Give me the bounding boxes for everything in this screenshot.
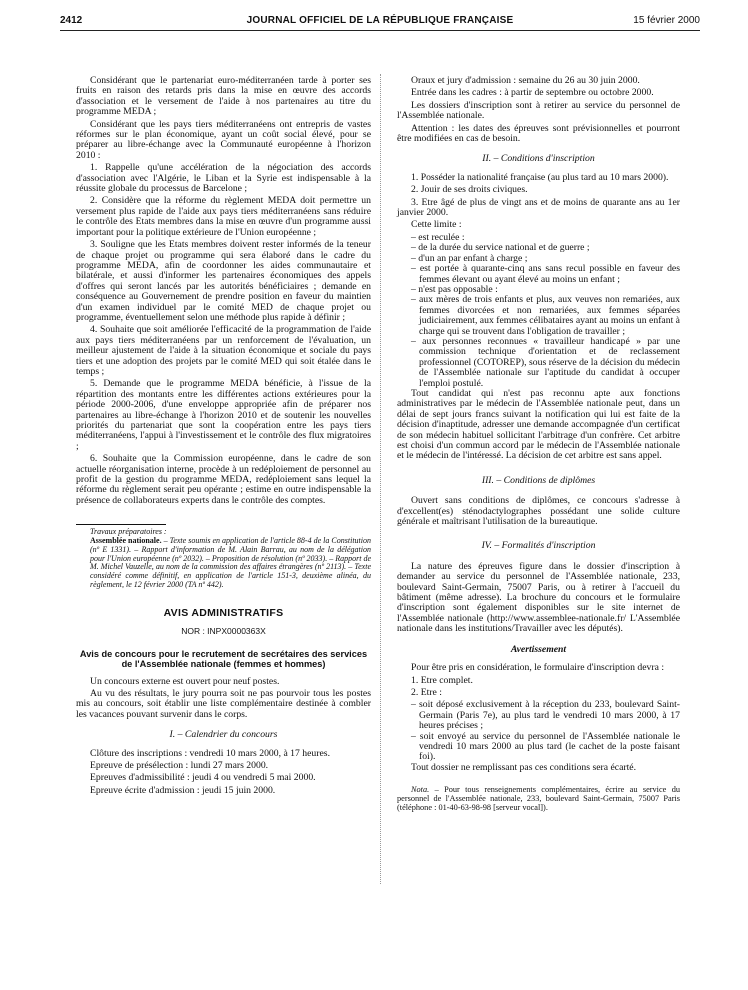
journal-title: JOURNAL OFFICIEL DE LA RÉPUBLIQUE FRANÇAISE [246, 15, 514, 26]
calendar-line: Entrée dans les cadres : à partir de septembre ou octobre 2000. [411, 87, 654, 99]
formalites-paragraph: La nature des épreuves figure dans le dossier d'inscription à demander au service du personnel de l'Assemblée nationale, 233, boulevard Saint-Germain, 75007 Paris, ou à retirer à l'accueil du bâtiment (même adresse). La brochure du concours et le formulaire d'inscription sont également disponibles sur le site internet de l'Assemblée nationale (http://www.assemblee-nationale.fr/ L'Assemblée nationale dans les institutions/Travailler avec les députés). [397, 560, 680, 635]
issue-date: 15 février 2000 [633, 15, 700, 26]
intro-paragraph-1: Considérant que le partenariat euro-méditerranéen tarde à porter ses fruits en raison des retards pris dans la mise en œuvre des accords d'association et le versement de l'aide à nos partenaires au titre du programme MEDA ; [76, 75, 371, 118]
reculee-item: – de la durée du service national et de guerre ; [411, 242, 590, 254]
avis-paragraph-2: Au vu des résultats, le jury pourra soit ne pas pourvoir tous les postes mis au concours, soit établir une liste complémentaire destinée à combler les vacances pouvant survenir dans le corps. [76, 688, 371, 720]
nota-paragraph [397, 785, 680, 812]
header-rule [60, 30, 700, 31]
section-conditions-diplomes-title: III. – Conditions de diplômes [481, 474, 596, 486]
opposable-item: – aux personnes reconnues « travailleur handicapé » par une commission technique d'orientation et de reclassement professionnel (COTOREP), sous réserve de la décision du médecin de l'Assemblée nationale sur l'aptitude du candidat à occuper l'emploi postulé. [411, 335, 680, 389]
avis-paragraph-1: Un concours externe est ouvert pour neuf postes. [90, 675, 280, 687]
left-column [76, 76, 371, 798]
section-calendrier-title: I. – Calendrier du concours [169, 729, 278, 741]
avertissement-title: Avertissement [510, 643, 567, 655]
nor-reference: NOR : INPX0000363X [181, 626, 266, 637]
condition-3: 3. Etre âgé de plus de vingt ans et de moins de quarante ans au 1er janvier 2000. [397, 196, 680, 219]
avis-administratifs-heading: AVIS ADMINISTRATIFS [163, 606, 284, 619]
calendar-line: Clôture des inscriptions : vendredi 10 mars 2000, à 17 heures. [90, 747, 330, 759]
avertissement-subitem: – soit envoyé au service du personnel de l'Assemblée nationale le vendredi 10 mars 2000 au plus tard (le cachet de la poste faisant foi). [411, 730, 680, 763]
limite-label: Cette limite : [411, 219, 462, 231]
calendar-line: Epreuves d'admissibilité : jeudi 4 ou vendredi 5 mai 2000. [90, 772, 316, 784]
travaux-assembly-label: Assemblée nationale. [90, 536, 162, 546]
resolution-point-4: 4. Souhaite que soit améliorée l'efficacité de la programmation de l'aide aux pays tiers méditerranéens par un renforcement de l'évaluation, un meilleur ajustement de l'aide à la situation économique et sociale du pays tiers et une adoption des projets par le comité MED qui soit étalée dans le temps ; [76, 324, 371, 377]
travaux-body [90, 537, 371, 590]
resolution-point-2: 2. Considère que la réforme du règlement MEDA doit permettre un versement plus rapide de l'aide aux pays tiers méditerranéens sans réduire le contrôle des Etats membres dans la mise en œuvre d'un programme aussi important pour la politique extérieure de l'Union européenne ; [76, 195, 371, 238]
travaux-title: Travaux préparatoires : [90, 527, 167, 537]
nota-text: – Pour tous renseignements complémentaires, écrire au service du personnel de l'Assemblée nationale, 233, boulevard Saint-Germain, 75007 Paris (téléphone : 01-40-63-98-98 [serveur vocal]). [397, 785, 680, 813]
section-formalites-title: IV. – Formalités d'inscription [481, 540, 596, 552]
right-column [397, 76, 680, 812]
reculee-item: – est portée à quarante-cinq ans sans recul possible en faveur des femmes élevant ou ayant élevé au moins un enfant ; [411, 263, 680, 285]
tout-candidat-paragraph: Tout candidat qui n'est pas reconnu apte aux fonctions administratives par le médecin de l'Assemblée nationale peut, dans un délai de sept jours francs suivant la notification qui lui est faite de la décision d'inaptitude, adresser une demande accompagnée d'un certificat de son médecin habituel sollicitant l'arbitrage d'un confrère. Cet arbitre est choisi d'un commun accord par le médecin de l'Assemblée nationale et le médecin de l'intéressé. La décision de cet arbitre est sans appel. [397, 387, 680, 462]
condition-2: 2. Jouir de ses droits civiques. [411, 184, 528, 196]
avertissement-intro: Pour être pris en considération, le formulaire d'inscription devra : [411, 662, 665, 674]
resolution-point-5: 5. Demande que le programme MEDA bénéficie, à l'issue de la répartition des montants entre les différentes actions extérieures pour la période 2000-2006, d'une enveloppe appropriée afin de préparer nos partenaires au libre-échange à l'horizon 2010 et de soutenir les nouvelles priorités du partenariat que sont la coopération entre les pays tiers méditerranéens, l'appui à l'investissement et le contrôle des flux migratoires ; [76, 378, 371, 452]
dossiers-paragraph: Les dossiers d'inscription sont à retirer au service du personnel de l'Assemblée nationale. [397, 99, 680, 122]
avis-title: Avis de concours pour le recrutement de secrétaires des services de l'Assemblée nationale (femmes et hommes) [79, 648, 368, 669]
resolution-point-3: 3. Souligne que les Etats membres doivent rester informés de la teneur de chaque projet ou programme qui sera élaboré dans le cadre du programme MEDA, afin de coordonner les aides communautaire et bilatérale, et aussi d'informer les partenaires économiques des appels d'offres qui seront lancés par les autorités bénéficiaires ; demande en conséquence au Gouvernement de prendre position en faveur du maintien d'un examen individuel par le comité MED de chaque projet ou programme, éventuellement selon une méthode plus rapide à définir ; [76, 239, 371, 323]
reculee-label: – est reculée : [411, 231, 465, 243]
travaux-preparatoires [76, 524, 371, 590]
resolution-point-6: 6. Souhaite que la Commission européenne, dans le cadre de son actuelle réorganisation interne, procède à un redéploiement de personnel au profit de la gestion du programme MEDA, redéploiement sans lequel la réforme du règlement serait peu opérante ; estime en outre indispensable la présence de collaborateurs experts dans le contrôle des comptes. [76, 453, 371, 506]
attention-paragraph: Attention : les dates des épreuves sont prévisionnelles et pourront être modifiées en cas de besoin. [397, 122, 680, 145]
condition-1: 1. Posséder la nationalité française (au plus tard au 10 mars 2000). [411, 171, 669, 183]
intro-paragraph-2: Considérant que les pays tiers méditerranéens ont entrepris de vastes réformes sur le plan économique, ayant un coût social élevé, pour se préparer au libre-échange avec la Communauté européenne à l'horizon 2010 : [76, 118, 371, 161]
avertissement-subitem: – soit déposé exclusivement à la réception du 233, boulevard Saint-Germain (Paris 7e), au plus tard le vendredi 10 mars 2000, à 17 heures précises ; [411, 699, 680, 732]
page-header [60, 15, 700, 31]
column-divider [380, 74, 381, 884]
calendar-line: Epreuve de présélection : lundi 27 mars 2000. [90, 760, 269, 772]
opposable-label: – n'est pas opposable : [411, 283, 498, 295]
section-conditions-inscription-title: II. – Conditions d'inscription [482, 153, 595, 165]
diplomes-paragraph: Ouvert sans conditions de diplômes, ce concours s'adresse à d'excellent(es) sténodactylographes possédant une solide culture générale et maîtrisant l'utilisation de la bureautique. [397, 495, 680, 528]
calendar-line: Epreuve écrite d'admission : jeudi 15 juin 2000. [90, 784, 276, 796]
calendar-line: Oraux et jury d'admission : semaine du 26 au 30 juin 2000. [411, 75, 640, 86]
nota-label: Nota. [411, 785, 430, 795]
reculee-item: – d'un an par enfant à charge ; [411, 252, 528, 264]
avertissement-item-2: 2. Etre : [411, 686, 442, 698]
tout-dossier-paragraph: Tout dossier ne remplissant pas ces conditions sera écarté. [411, 761, 637, 773]
travaux-rule [76, 524, 166, 525]
page-number: 2412 [60, 15, 83, 26]
opposable-item: – aux mères de trois enfants et plus, aux veuves non remariées, aux femmes divorcées et non remariées, aux femmes séparées judiciairement, aux femmes célibataires ayant au moins un enfant à charge qui se trouvent dans l'obligation de travailler ; [411, 294, 680, 337]
travaux-text: – Texte soumis en application de l'article 88-4 de la Constitution (nº E 1331). – Rapport d'information de M. Alain Barrau, au nom de la délégation pour l'Union européenne (nº 2032). – Proposition de résolution (nº 2033). – Rapport de M. Michel Vauzelle, au nom de la commission des affaires étrangères (nº 2113). – Texte considéré comme définitif, en application de l'article 151-3, deuxième alinéa, du règlement, le 12 février 2000 (TA nº 442). [90, 536, 371, 590]
resolution-point-1: 1. Rappelle qu'une accélération de la négociation des accords d'association avec l'Algérie, le Liban et la Syrie est indispensable à la réussite globale du processus de Barcelone ; [76, 162, 371, 195]
avertissement-item-1: 1. Etre complet. [411, 674, 473, 686]
